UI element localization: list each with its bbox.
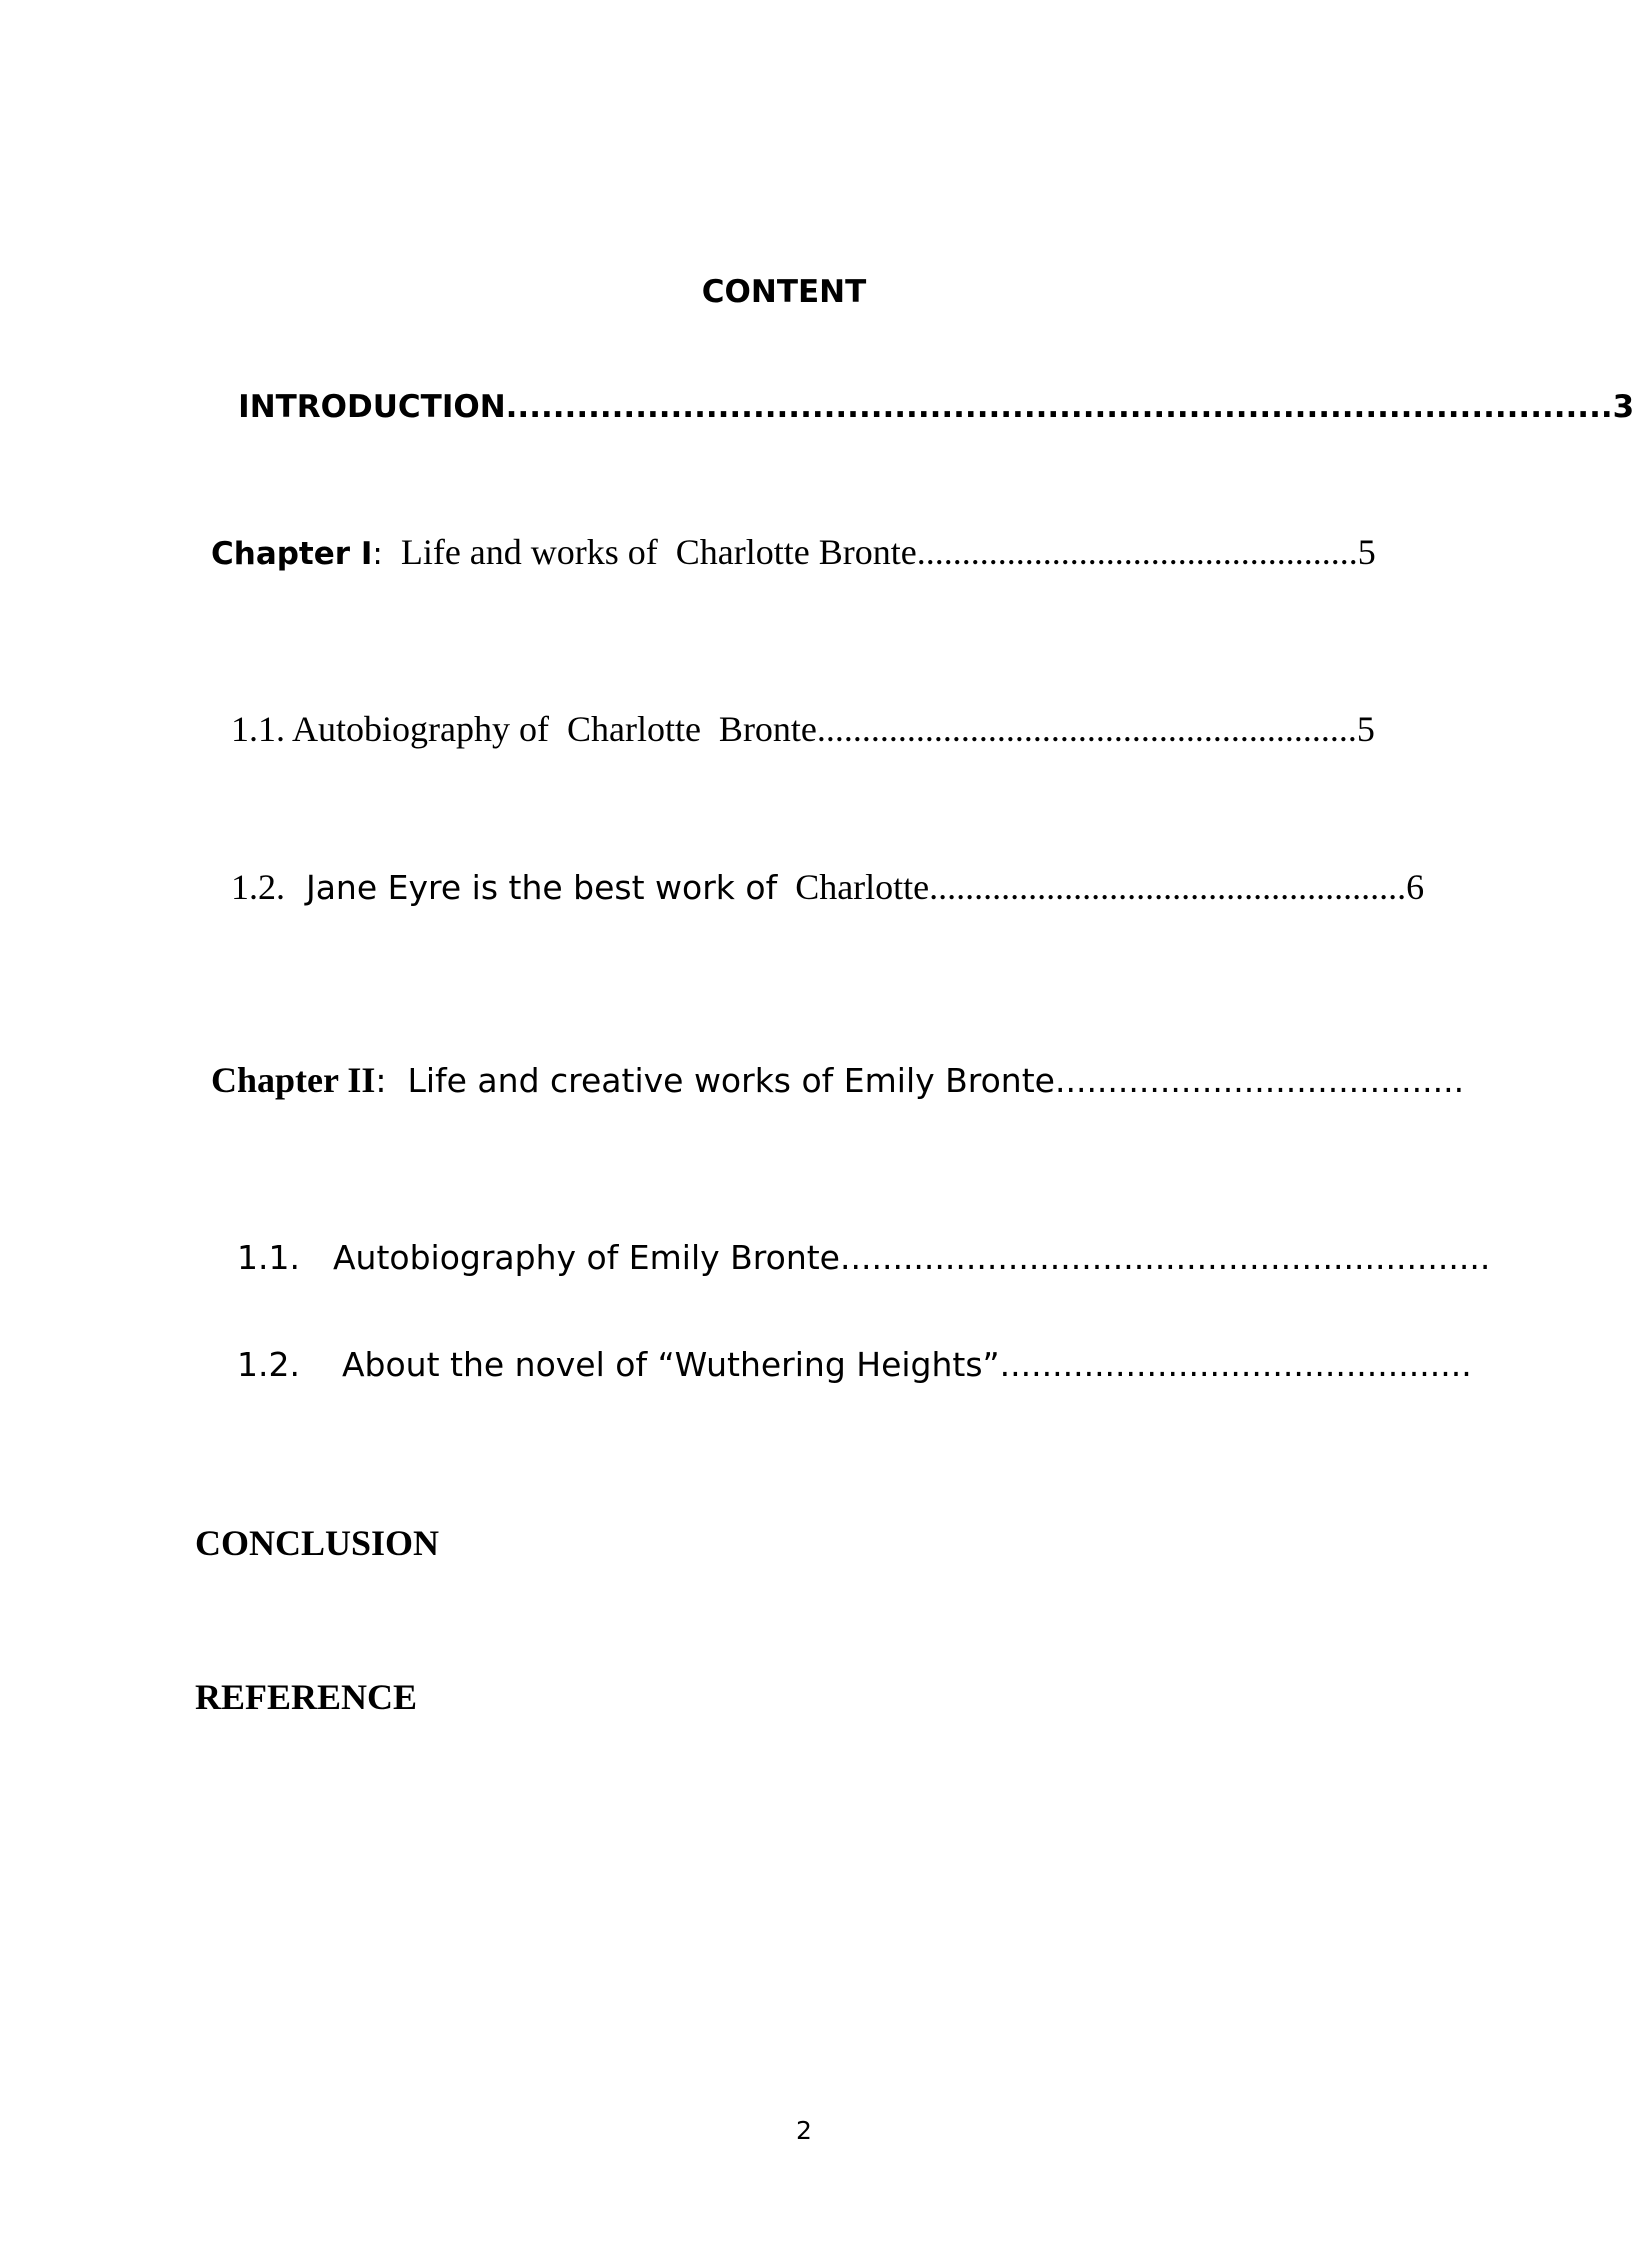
toc-page-number: 5: [1356, 709, 1375, 749]
section-title: About the novel of “Wuthering Heights”: [341, 1345, 1000, 1384]
toc-leader-dots: ..............................................................................................: [505, 389, 1613, 425]
chapter-title: Life and creative works of Emily Bronte: [386, 1061, 1055, 1100]
toc-page-number: 6: [1406, 867, 1425, 907]
section-number: 1.2.: [231, 867, 285, 907]
chapter-prefix: Chapter II: [211, 1060, 376, 1100]
toc-entry-section-1-1-charlotte: [195, 675, 1375, 783]
chapter-separator: :: [372, 536, 383, 572]
toc-entry-introduction: [195, 361, 1634, 454]
chapter-separator: :: [375, 1061, 387, 1100]
toc-leader-dots: .............................................: [999, 1345, 1472, 1384]
toc-entry-chapter-1: [195, 518, 1376, 586]
toc-leader-dots: .....................................................: [929, 867, 1407, 907]
section-title-sans: Jane Eyre is the best work of: [285, 868, 778, 907]
section-title-serif: Charlotte: [777, 867, 930, 907]
toc-title: CONTENT: [701, 274, 867, 310]
toc-entry-conclusion: CONCLUSION: [195, 1523, 440, 1563]
toc-entry-section-1-2-charlotte: [195, 833, 1424, 941]
toc-entry-section-1-1-emily: [195, 1208, 1490, 1307]
toc-leader-dots: .................................................: [916, 532, 1358, 572]
toc-entry-chapter-2: [195, 1046, 1464, 1114]
section-number: 1.1.: [236, 1238, 300, 1277]
toc-entry-section-1-2-emily: [195, 1315, 1472, 1414]
section-title: Autobiography of Emily Bronte: [332, 1238, 840, 1277]
chapter-title: Life and works of Charlotte Bronte: [382, 532, 917, 572]
toc-entry-reference: REFERENCE: [195, 1677, 418, 1717]
toc-leader-dots: ..............................................................: [840, 1238, 1491, 1277]
toc-leader-dots: .......................................: [1054, 1061, 1465, 1100]
chapter-prefix: Chapter I: [211, 536, 373, 572]
toc-page-number: 5: [1357, 532, 1376, 572]
page-number: 2: [796, 2116, 812, 2145]
section-number: 1.2.: [236, 1345, 300, 1384]
section-title: 1.1. Autobiography of Charlotte Bronte: [231, 709, 817, 749]
toc-page-number: 3: [1612, 389, 1634, 425]
toc-leader-dots: ............................................................: [816, 709, 1357, 749]
toc-entry-label: INTRODUCTION: [238, 389, 506, 425]
